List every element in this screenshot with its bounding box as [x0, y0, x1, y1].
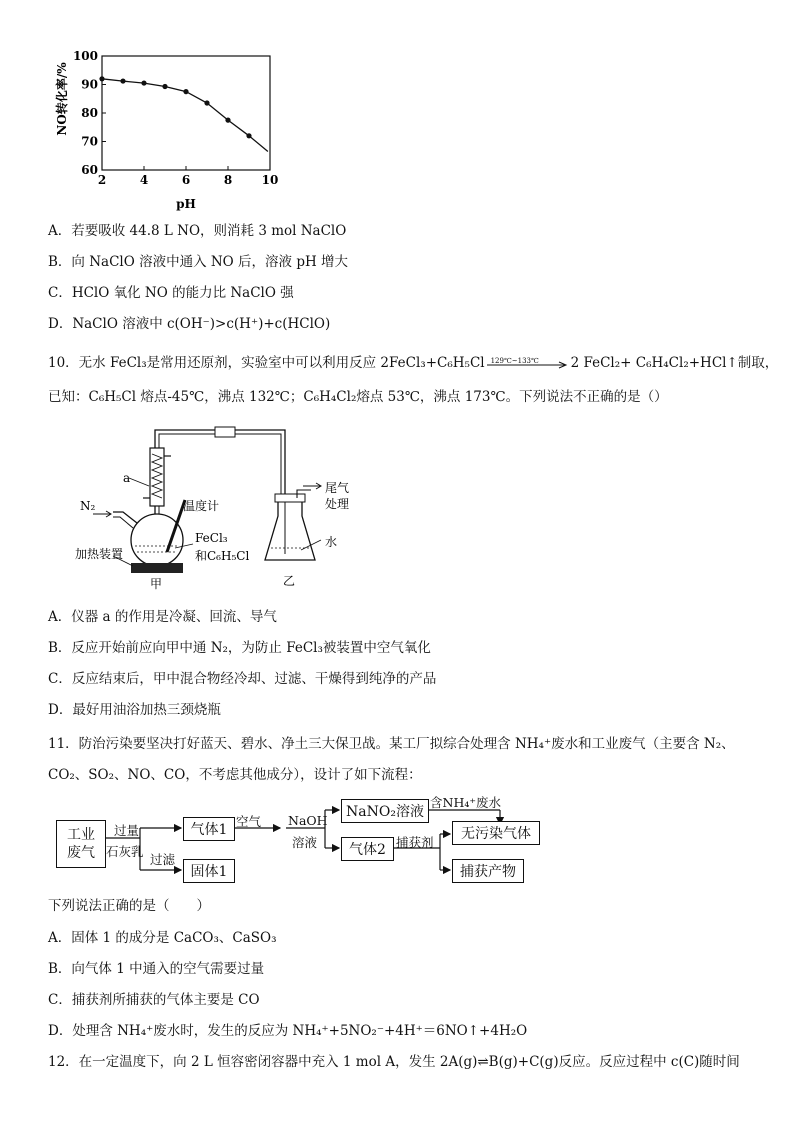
y-tick-label: 60	[81, 163, 98, 177]
gas1-box: 气体1	[183, 817, 235, 841]
label-tail2: 处理	[325, 497, 350, 511]
reaction-condition: 129℃~133℃	[490, 357, 539, 365]
data-point	[246, 133, 251, 138]
data-point	[204, 100, 209, 105]
data-point	[120, 78, 125, 83]
q11-option-b[interactable]: B．向气体 1 中通入的空气需要过量	[48, 961, 265, 977]
q10-stem-part2: 2 FeCl₂+ C₆H₄Cl₂+HCl↑制取，	[570, 355, 779, 371]
q9-option-d[interactable]: D．NaClO 溶液中 c(OH⁻)>c(H⁺)+c(HClO)	[48, 316, 331, 332]
solid1-box: 固体1	[183, 859, 235, 883]
q9-option-b[interactable]: B．向 NaClO 溶液中通入 NO 后，溶液 pH 增大	[48, 254, 349, 270]
x-tick-label: 8	[223, 173, 233, 187]
q11-option-a[interactable]: A．固体 1 的成分是 CaCO₃、CaSO₃	[48, 930, 277, 946]
y-axis-label: NO转化率/%	[55, 62, 69, 136]
x-tick-label: 2	[97, 173, 107, 187]
tube-joint	[215, 427, 235, 437]
y-tick-label: 80	[81, 106, 98, 120]
condenser-a	[150, 448, 164, 506]
three-neck-flask	[131, 514, 183, 566]
x-tick-label: 10	[261, 173, 279, 187]
q12-stem: 12．在一定温度下，向 2 L 恒容密闭容器中充入 1 mol A，发生 2A(g)⇌B(g)+C(g)反应。反应过程中 c(C)随时间	[48, 1054, 740, 1070]
label-excess: 过量	[114, 823, 140, 838]
label-air: 空气	[236, 814, 262, 829]
nano2-solution-box: NaNO₂溶液	[341, 799, 429, 823]
waste-box-line2: 废气	[67, 845, 95, 861]
y-tick-label: 90	[81, 77, 98, 92]
waste-box-line1: 工业	[67, 827, 95, 843]
label-capture-agent: 捕获剂	[396, 835, 434, 850]
q9-option-a[interactable]: A．若要吸收 44.8 L NO，则消耗 3 mol NaClO	[48, 223, 347, 239]
q10-stem-line1	[48, 354, 778, 372]
y-tick-label: 100	[72, 49, 98, 63]
label-heater: 加热装置	[75, 547, 124, 561]
data-point	[99, 76, 104, 81]
label-thermometer: 温度计	[183, 499, 220, 513]
label-fecl3: FeCl₃	[195, 531, 228, 545]
label-n2: N₂	[80, 499, 96, 513]
capture-product-box: 捕获产物	[452, 859, 524, 883]
data-point	[225, 118, 230, 123]
data-point	[183, 89, 188, 94]
label-yi: 乙	[283, 574, 296, 588]
q10-option-b[interactable]: B．反应开始前应向甲中通 N₂，为防止 FeCl₃被装置中空气氧化	[48, 640, 431, 656]
q9-option-c[interactable]: C．HClO 氧化 NO 的能力比 NaClO 强	[48, 285, 294, 301]
conical-flask	[265, 500, 315, 560]
x-tick-label: 6	[181, 173, 191, 187]
label-a: a	[123, 471, 131, 485]
label-tail1: 尾气	[325, 481, 350, 495]
data-point	[162, 84, 167, 89]
label-naoh: NaOH	[288, 813, 328, 828]
no-conversion-chart	[40, 42, 300, 217]
q11-option-d[interactable]: D．处理含 NH₄⁺废水时，发生的反应为 NH₄⁺+5NO₂⁻+4H⁺＝6NO↑+4H₂O	[48, 1023, 528, 1039]
plot-frame	[102, 56, 270, 170]
q10-option-c[interactable]: C．反应结束后，甲中混合物经冷却、过滤、干燥得到纯净的产品	[48, 671, 437, 687]
q11-stem-line2: CO₂、SO₂、NO、CO，不考虑其他成分），设计了如下流程：	[48, 767, 422, 783]
label-jia: 甲	[150, 577, 163, 591]
q10-option-d[interactable]: D．最好用油浴加热三颈烧瓶	[48, 702, 221, 718]
q11-question: 下列说法正确的是（ ）	[48, 898, 210, 914]
y-tick-label: 70	[81, 134, 98, 149]
x-tick-label: 4	[139, 173, 149, 187]
x-axis-label: pH	[176, 197, 196, 211]
q11-option-c[interactable]: C．捕获剂所捕获的气体主要是 CO	[48, 992, 260, 1008]
q11-stem-line1: 11．防治污染要坚决打好蓝天、碧水、净土三大保卫战。某工厂拟综合处理含 NH₄⁺废水和工业废气（主要含 N₂、	[48, 736, 735, 752]
reaction-arrow	[487, 354, 569, 372]
heating-device	[131, 563, 183, 573]
label-lime-milk: 石灰乳	[106, 844, 144, 859]
data-point	[141, 80, 146, 85]
q10-stem-part1: 10．无水 FeCl₃是常用还原剂，实验室中可以利用反应 2FeCl₃+C₆H₅Cl	[48, 355, 485, 371]
q10-stem-line2: 已知：C₆H₅Cl 熔点-45℃，沸点 132℃；C₆H₄Cl₂熔点 53℃，沸点 173℃。下列说法不正确的是（）	[48, 389, 668, 405]
label-solution: 溶液	[292, 835, 318, 850]
clean-gas-box: 无污染气体	[452, 821, 540, 845]
label-filter: 过滤	[150, 852, 176, 867]
label-c6h5cl: 和C₆H₅Cl	[195, 549, 250, 563]
label-water: 水	[325, 535, 338, 549]
apparatus-diagram	[75, 420, 375, 595]
industrial-waste-gas-box	[56, 820, 106, 868]
label-nh4-wastewater: 含NH₄⁺废水	[430, 795, 501, 810]
gas2-box: 气体2	[341, 837, 394, 861]
q10-option-a[interactable]: A．仪器 a 的作用是冷凝、回流、导气	[48, 609, 277, 625]
